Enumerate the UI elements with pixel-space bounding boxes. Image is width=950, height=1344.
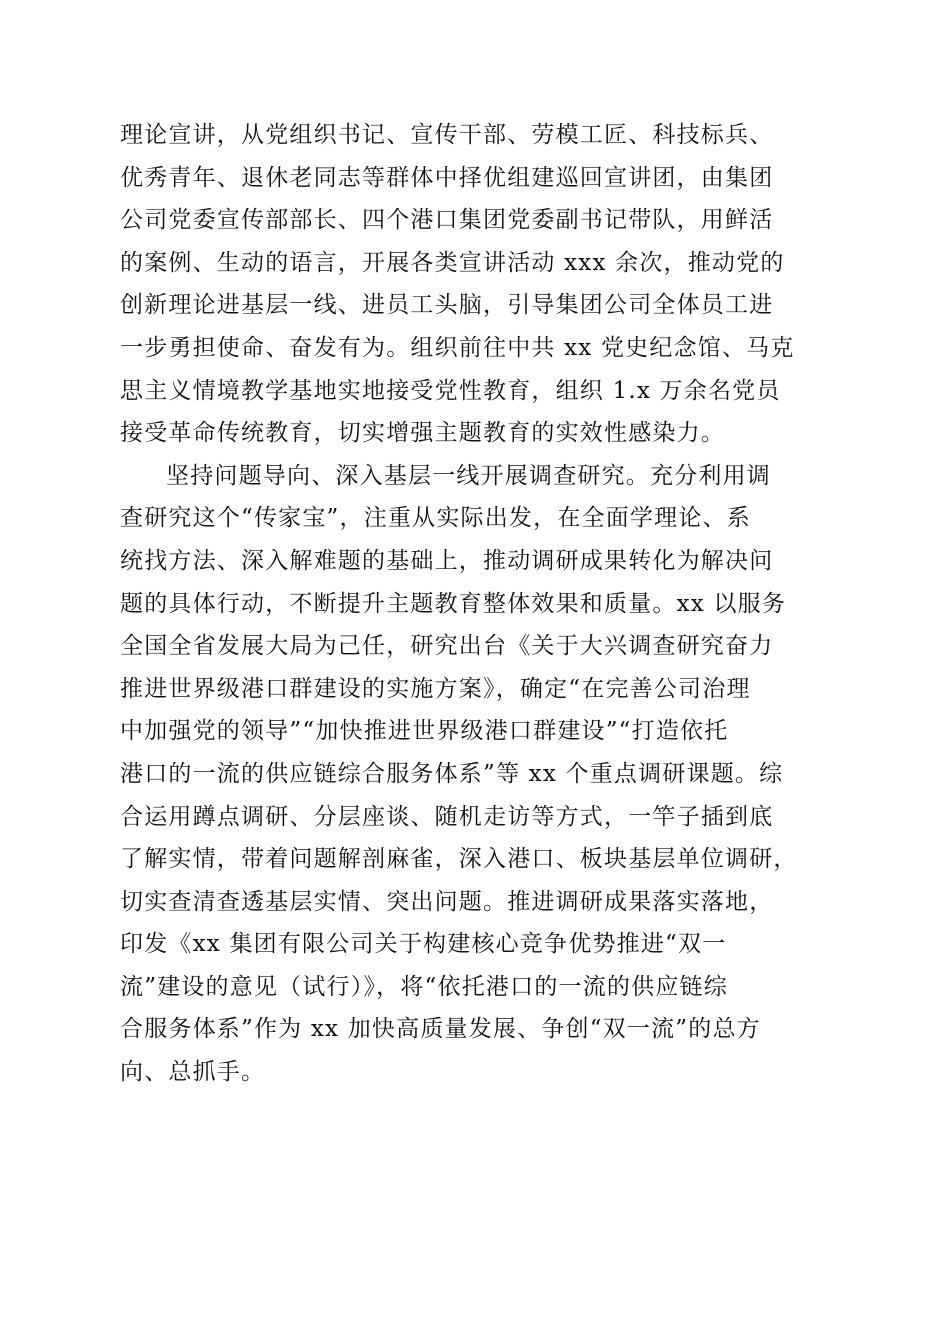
text-line: 切实查清查透基层实情、突出问题。推进调研成果落实落地， <box>120 888 774 915</box>
text-line: 向、总抓手。 <box>120 1059 266 1086</box>
text-line: 理论宣讲，从党组织书记、宣传干部、劳模工匠、科技标兵、 <box>120 122 774 148</box>
text-line: 接受革命传统教育，切实增强主题教育的实效性感染力。 <box>120 420 725 447</box>
text-line: 一步勇担使命、奋发有为。组织前往中共 xx 党史纪念馆、马克 <box>120 334 795 361</box>
text-line: 查研究这个“传家宝”，注重从实际出发，在全面学理论、系 <box>120 505 751 532</box>
text-line: 坚持问题导向、深入基层一线开展调查研究。充分利用调 <box>166 462 771 489</box>
text-line: 优秀青年、退休老同志等群体中择优组建巡回宣讲团，由集团 <box>120 164 774 191</box>
text-line: 港口的一流的供应链综合服务体系”等 xx 个重点调研课题。综 <box>120 760 784 787</box>
paragraph-1 <box>120 114 840 455</box>
text-line: 思主义情境教学基地实地接受党性教育，组织 1.x 万余名党员 <box>120 377 781 404</box>
text-line: 公司党委宣传部部长、四个港口集团党委副书记带队，用鲜活 <box>120 207 774 234</box>
text-line: 题的具体行动，不断提升主题教育整体效果和质量。xx 以服务 <box>120 590 787 617</box>
text-line: 了解实情，带着问题解剖麻雀，深入港口、板块基层单位调研， <box>120 846 798 873</box>
text-line: 印发《xx 集团有限公司关于构建核心竞争优势推进“双一 <box>120 931 727 958</box>
text-line: 统找方法、深入解难题的基础上，推动调研成果转化为解决问 <box>120 547 774 574</box>
text-line: 中加强党的领导”“加快推进世界级港口群建设”“打造依托 <box>120 718 729 745</box>
text-line: 创新理论进基层一线、进员工头脑，引导集团公司全体员工进 <box>120 292 774 319</box>
text-line: 流”建设的意见（试行）》，将“依托港口的一流的供应链综 <box>120 973 728 1000</box>
text-line: 的案例、生动的语言，开展各类宣讲活动 xxx 余次，推动党的 <box>120 249 785 276</box>
text-line: 全国全省发展大局为己任，研究出台《关于大兴调查研究奋力 <box>120 633 774 660</box>
text-line: 合运用蹲点调研、分层座谈、随机走访等方式，一竿子插到底 <box>120 803 774 830</box>
paragraph-2 <box>120 455 840 1094</box>
text-line: 合服务体系”作为 xx 加快高质量发展、争创“双一流”的总方 <box>120 1016 761 1043</box>
text-line: 推进世界级港口群建设的实施方案》，确定“在完善公司治理 <box>120 675 751 702</box>
document-body <box>120 114 840 1094</box>
